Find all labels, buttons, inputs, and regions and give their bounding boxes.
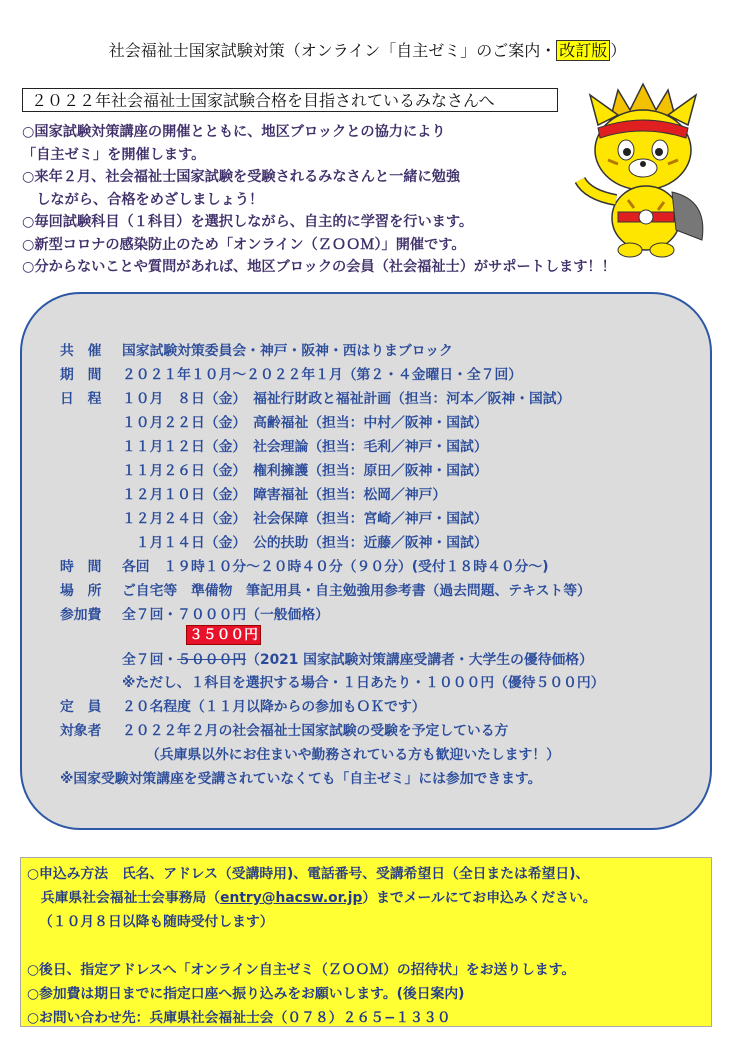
- title-main: 社会福祉士国家試験対策（オンライン「自主ゼミ」のご案内・: [108, 41, 557, 60]
- application-panel: [20, 857, 712, 1027]
- invite-note: ○後日、指定アドレスへ「オンライン自主ゼミ（ＺＯＯＭ）の招待状」をお送りします。: [27, 962, 576, 978]
- fee-label: 参加費: [60, 607, 102, 623]
- email-link[interactable]: entry@hacsw.or.jp: [220, 890, 363, 906]
- apply-note: （１０月８日以降も随時受付します）: [39, 914, 274, 930]
- fee-pref-note: （2021 国家試験対策講座受講者・大学生の優待価格）: [246, 652, 593, 668]
- place-row: [60, 581, 591, 601]
- time-value: 各回 １９時１０分～２０時４０分（９０分）(受付１８時４０分～): [122, 559, 549, 575]
- fee-general: 全７回・７０００円（一般価格）: [122, 607, 329, 623]
- schedule-item: １０月２２日（金） 高齢福祉（担当：中村／阪神・国試）: [122, 415, 488, 431]
- target-row: [60, 721, 508, 741]
- schedule-item: １１月１２日（金） 社会理論（担当：毛利／神戸・国試）: [122, 439, 488, 455]
- intro-line: しながら、合格をめざしましょう！: [22, 191, 264, 208]
- revised-badge: 改訂版: [556, 40, 610, 61]
- apply-contact-suffix: ）までメールにてお申込みください。: [362, 890, 597, 906]
- tiger-mascot-icon: [568, 80, 718, 260]
- capacity-value: ２０名程度（１１月以降からの参加もＯＫです）: [122, 699, 426, 715]
- page-title: [0, 38, 735, 61]
- period-row: [60, 365, 522, 385]
- schedule-item: １１月２６日（金） 権利擁護（担当：原田／阪神・国試）: [122, 463, 488, 479]
- intro-line: ○来年２月、社会福祉士国家試験を受験されるみなさんと一緒に勉強: [22, 169, 461, 185]
- schedule-item: １２月２４日（金） 社会保障（担当：宮崎／神戸・国試）: [122, 511, 488, 527]
- intro-line: ○新型コロナの感染防止のため「オンライン（ＺＯＯＭ）」開催です。: [22, 236, 466, 253]
- intro-line: 「自主ゼミ」を開催します。: [22, 146, 206, 163]
- intro-line: ○毎回試験科目（１科目）を選択しながら、自主的に学習を行います。: [22, 214, 474, 230]
- host-value: 国家試験対策委員会・神戸・阪神・西はりまブロック: [122, 343, 453, 359]
- capacity-label: 定 員: [60, 699, 102, 715]
- target-note: （兵庫県以外にお住まいや勤務されている方も歓迎いたします！）: [146, 747, 560, 763]
- period-value: ２０２１年１０月～２０２２年１月（第２・４金曜日・全７回）: [122, 367, 523, 383]
- inquiry-contact: ○お問い合わせ先：兵庫県社会福祉士会（０７８）２６５−１３３０: [27, 1010, 451, 1026]
- schedule-row: [60, 389, 570, 409]
- payment-note: ○参加費は期日までに指定口座へ振り込みをお願いします。(後日案内): [27, 986, 465, 1002]
- footnote: ※国家受験対策講座を受講されていなくても「自主ゼミ」には参加できます。: [60, 771, 542, 787]
- schedule-item: １月１４日（金） 公的扶助（担当：近藤／阪神・国試）: [122, 535, 488, 551]
- fee-pref-prefix: 全７回・: [122, 652, 178, 668]
- place-label: 場 所: [60, 583, 102, 599]
- title-close: ）: [610, 41, 627, 60]
- schedule-item: １２月１０日（金） 障害福祉（担当：松岡／神戸）: [122, 487, 447, 503]
- capacity-row: [60, 697, 426, 717]
- intro-line: ○国家試験対策講座の開催とともに、地区ブロックとの協力により: [22, 124, 446, 140]
- schedule-item: １０月 ８日（金） 福祉行財政と福祉計画（担当：河本／阪神・国試）: [122, 391, 571, 407]
- discount-price-badge: ３５００円: [186, 625, 261, 645]
- fee-pref-row: [122, 650, 593, 670]
- intro-line: ○分からないことや質問があれば、地区ブロックの会員（社会福祉士）がサポートします！！: [22, 259, 616, 275]
- place-value: ご自宅等 準備物 筆記用具・自主勉強用参考書（過去問題、テキスト等）: [122, 583, 591, 599]
- fee-row: [60, 605, 329, 625]
- subtitle-box: ２０２２年社会福祉士国家試験合格を目指されているみなさんへ: [22, 88, 558, 112]
- target-value: ２０２２年２月の社会福祉士国家試験の受験を予定している方: [122, 723, 509, 739]
- host-row: [60, 341, 453, 361]
- host-label: 共 催: [60, 343, 102, 359]
- time-label: 時 間: [60, 559, 102, 575]
- target-label: 対象者: [60, 723, 102, 739]
- time-row: [60, 557, 549, 577]
- fee-note: ※ただし、１科目を選択する場合・１日あたり・１０００円（優待５００円）: [122, 675, 605, 691]
- apply-method: ○申込み方法 氏名、アドレス（受講時用)、電話番号、受講希望日（全日または希望日)、: [27, 866, 590, 882]
- schedule-label: 日 程: [60, 391, 102, 407]
- period-label: 期 間: [60, 367, 102, 383]
- fee-old-price: ５０００円: [177, 652, 247, 668]
- apply-contact-prefix: 兵庫県社会福祉士会事務局（: [27, 890, 221, 906]
- apply-contact: [27, 886, 597, 906]
